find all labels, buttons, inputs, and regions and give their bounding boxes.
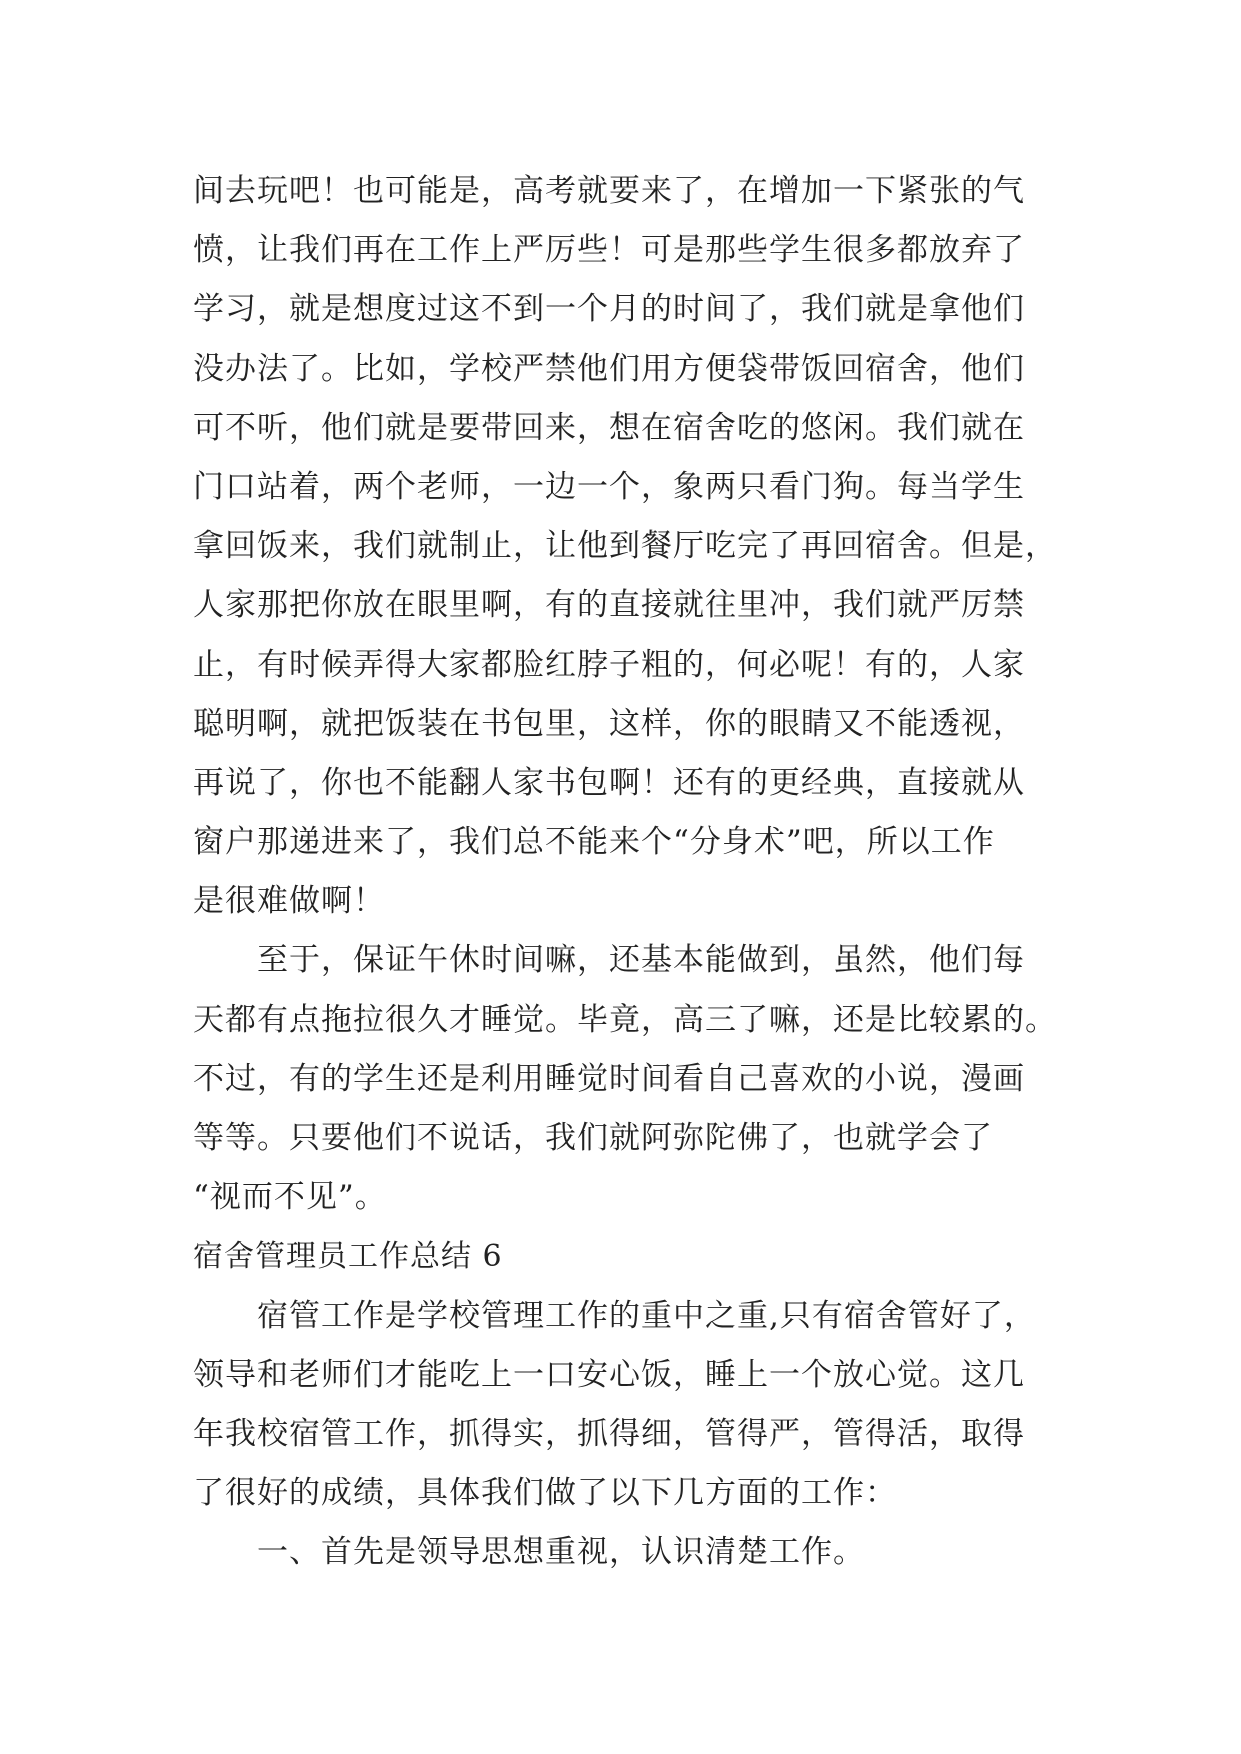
text-line: 是很难做啊！ bbox=[193, 883, 385, 920]
paragraph-first-line: 宿管工作是学校管理工作的重中之重,只有宿舍管好了， bbox=[257, 1297, 1036, 1334]
text-line: 学习，就是想度过这不到一个月的时间了，我们就是拿他们 bbox=[193, 291, 1025, 328]
text-line: 人家那把你放在眼里啊，有的直接就往里冲，我们就严厉禁 bbox=[193, 587, 1025, 624]
text-line: 可不听，他们就是要带回来，想在宿舍吃的悠闲。我们就在 bbox=[193, 409, 1025, 446]
text-line: 等等。只要他们不说话，我们就阿弥陀佛了，也就学会了 bbox=[193, 1120, 993, 1156]
document-body bbox=[193, 162, 1063, 1583]
text-line: 聪明啊，就把饭装在书包里，这样，你的眼睛又不能透视， bbox=[193, 705, 1025, 742]
text-line: 愤，让我们再在工作上严厉些！可是那些学生很多都放弃了 bbox=[193, 232, 1025, 269]
text-line: 止，有时候弄得大家都脸红脖子粗的，何必呢！有的，人家 bbox=[193, 646, 1025, 683]
text-line: 间去玩吧！也可能是，高考就要来了，在增加一下紧张的气 bbox=[193, 173, 1025, 209]
list-item-line: 一、首先是领导思想重视，认识清楚工作。 bbox=[257, 1534, 865, 1571]
text-line: 窗户那递进来了，我们总不能来个“分身术”吧，所以工作 bbox=[193, 824, 995, 861]
text-line: 了很好的成绩，具体我们做了以下几方面的工作： bbox=[193, 1475, 897, 1512]
paragraph-first-line: 至于，保证午休时间嘛，还基本能做到，虽然，他们每 bbox=[257, 942, 1025, 979]
text-line: 再说了，你也不能翻人家书包啊！还有的更经典，直接就从 bbox=[193, 764, 1025, 801]
text-line: 年我校宿管工作，抓得实，抓得细，管得严，管得活，取得 bbox=[193, 1415, 1025, 1452]
text-line: 不过，有的学生还是利用睡觉时间看自己喜欢的小说，漫画 bbox=[193, 1060, 1025, 1097]
text-line: “视而不见”。 bbox=[193, 1179, 387, 1216]
section-heading: 宿舍管理员工作总结 6 bbox=[193, 1239, 503, 1275]
text-line: 天都有点拖拉很久才睡觉。毕竟，高三了嘛，还是比较累的。 bbox=[193, 1001, 1057, 1038]
text-line: 门口站着，两个老师，一边一个，象两只看门狗。每当学生 bbox=[193, 468, 1025, 505]
text-line: 拿回饭来，我们就制止，让他到餐厅吃完了再回宿舍。但是， bbox=[193, 528, 1057, 565]
text-line: 领导和老师们才能吃上一口安心饭，睡上一个放心觉。这几 bbox=[193, 1356, 1025, 1393]
text-line: 没办法了。比如，学校严禁他们用方便袋带饭回宿舍，他们 bbox=[193, 350, 1025, 387]
